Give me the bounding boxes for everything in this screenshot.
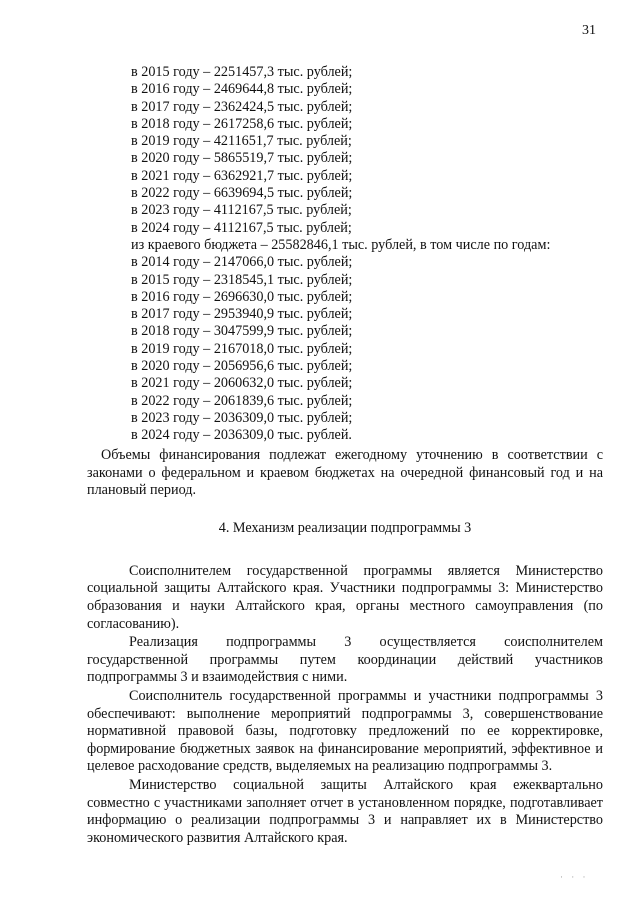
paragraph-coexecutor: Соисполнителем государственной программы является Министерство социальной защиты Алтайского края. Участники подпрограммы 3: Министерство образования и науки Алтайского края, органы местного самоуправления (по согласованию). [87,562,603,632]
regional-budget-total: из краевого бюджета – 25582846,1 тыс. рублей, в том числе по годам: [131,236,551,253]
list-item: в 2015 году – 2318545,1 тыс. рублей; [131,271,353,288]
list-item: в 2017 году – 2953940,9 тыс. рублей; [131,306,353,323]
paragraph-responsibilities: Соисполнитель государственной программы и участники подпрограммы 3 обеспечивают: выполнение мероприятий подпрограммы 3, совершенствование нормативной правовой базы, подготовку предложений по ее корректировке, формирование бюджетных заявок на финансирование мероприятий, эффективное и целевое расходование средств, выделяемых на реализацию подпрограммы 3. [87,687,603,775]
list-item: в 2018 году – 2617258,6 тыс. рублей; [131,115,353,132]
list-item: в 2019 году – 2167018,0 тыс. рублей; [131,340,353,357]
paragraph-implementation: Реализация подпрограммы 3 осуществляется соисполнителем государственной программы путем координации действий участников подпрограммы 3 и взаимодействия с ними. [87,634,603,686]
list-item: в 2023 году – 2036309,0 тыс. рублей; [131,409,353,426]
list-item: в 2021 году – 6362921,7 тыс. рублей; [131,167,353,184]
list-item: в 2022 году – 2061839,6 тыс. рублей; [131,392,353,409]
federal-budget-list [117,64,603,445]
list-item: в 2016 году – 2469644,8 тыс. рублей; [131,81,353,98]
list-item: в 2016 году – 2696630,0 тыс. рублей; [131,288,353,305]
scan-artifact: · · · [560,872,589,882]
list-item: в 2021 году – 2060632,0 тыс. рублей; [131,375,353,392]
list-item: в 2018 году – 3047599,9 тыс. рублей; [131,323,353,340]
list-item: в 2020 году – 5865519,7 тыс. рублей; [131,150,353,167]
list-item: в 2015 году – 2251457,3 тыс. рублей; [131,64,353,80]
funding-note: Объемы финансирования подлежат ежегодному уточнению в соответствии с законами о федеральном и краевом бюджетах на очередной финансовый год и на плановый период. [87,447,603,499]
list-item: в 2019 году – 4211651,7 тыс. рублей; [131,133,352,150]
list-item: в 2020 году – 2056956,6 тыс. рублей; [131,358,353,375]
page-number: 31 [582,23,596,38]
list-item: в 2024 году – 2036309,0 тыс. рублей. [131,427,352,444]
list-item: в 2014 году – 2147066,0 тыс. рублей; [131,254,353,271]
document-body [117,64,603,445]
list-item: в 2022 году – 6639694,5 тыс. рублей; [131,185,353,202]
list-item: в 2023 году – 4112167,5 тыс. рублей; [131,202,352,219]
paragraph-reporting: Министерство социальной защиты Алтайского края ежеквартально совместно с участниками заполняет отчет в установленном порядке, подготавливает информацию о реализации подпрограммы 3 и направляет их в Министерство экономического развития Алтайского края. [87,776,603,846]
list-item: в 2024 году – 4112167,5 тыс. рублей; [131,219,352,236]
list-item: в 2017 году – 2362424,5 тыс. рублей; [131,98,353,115]
section-heading: 4. Механизм реализации подпрограммы 3 [218,519,472,536]
funding-note-block [87,447,603,847]
